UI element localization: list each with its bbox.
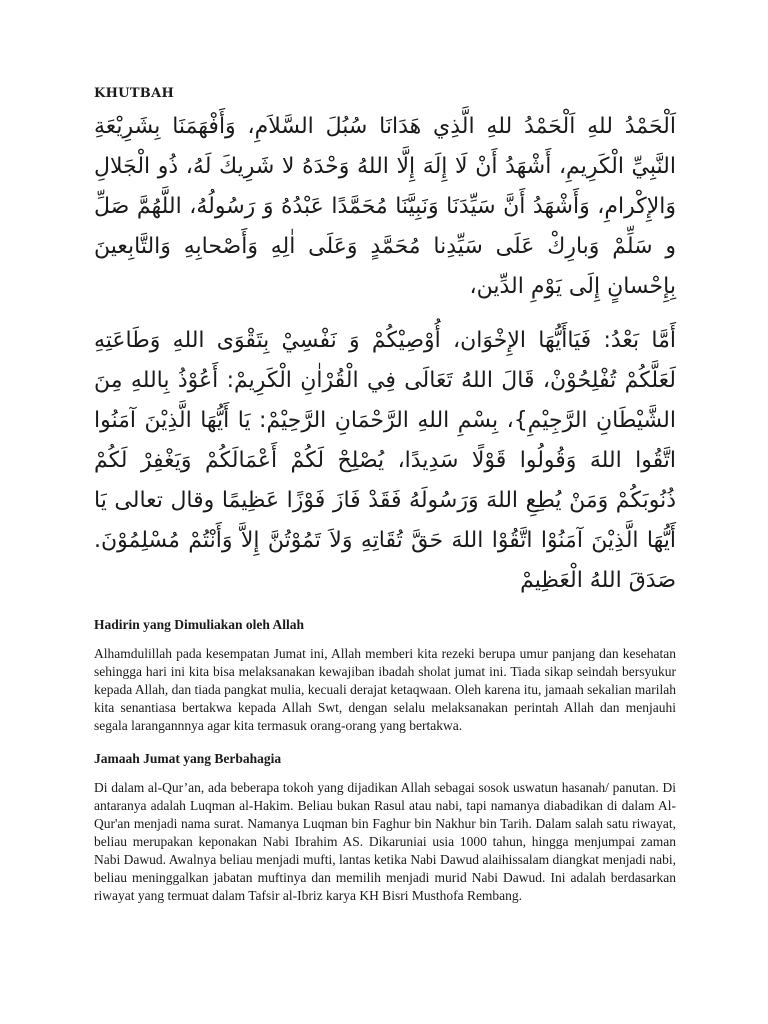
arabic-paragraph-verses: أَمَّا بَعْدُ: فَيَاأَيُّهَا الإِخْوَان، أُوْصِيْكُمْ وَ نَفْسِيْ بِتَقْوَى اللهِ وَطَاعَتِهِ لَعَلَّكُمْ تُفْلِحُوْنْ، قَالَ اللهُ تَعَالَى فِي الْقُرْاٰنِ الْكَرِيمْ: أَعُوْذُ بِاللهِ مِنَ الشَّيْطَانِ الرَّجِيْمِ}، بِسْمِ اللهِ الرَّحْمَانِ الرَّحِيْمْ: يَا أَيُّهَا الَّذِيْنَ آمَنُوا اتَّقُوا اللهَ وَقُولُوا قَوْلًا سَدِيدًا، يُصْلِحْ لَكُمْ أَعْمَالَكُمْ وَيَغْفِرْ لَكُمْ ذُنُوبَكُمْ وَمَنْ يُطِعِ اللهَ وَرَسُولَهُ فَقَدْ فَازَ فَوْزًا عَظِيمًا وقال تعالى يَا أَيُّهَا الَّذِيْنَ آمَنُوْا اتَّقُوْا اللهَ حَقَّ تُقَاتِهِ وَلاَ تَمُوْتُنَّ إِلاَّ وَأَنْتُمْ مُسْلِمُوْنَ. صَدَقَ اللهُ الْعَظِيمْ — [94, 328, 676, 593]
document-page — [94, 86, 676, 905]
document-title: KHUTBAH — [94, 86, 175, 101]
arabic-paragraph-opening: اَلْحَمْدُ للهِ اَلْحَمْدُ للهِ الَّذِي هَدَانَا سُبُلَ السَّلاَمِ، وَأَفْهَمَنَا بِشَرِيْعَةِ النَّبِيِّ الْكَرِيمِ، أَشْهَدُ أَنْ لَا إِلَهَ إِلَّا اللهُ وَحْدَهُ لا شَرِيكَ لَهُ، ذُو الْجَلالِ وَالإِكْرامِ، وَأَشْهَدُ أَنَّ سَيِّدَنَا وَنَبِيَّنَا مُحَمَّدًا عَبْدُهُ وَ رَسُولُهُ، اللَّهُمَّ صَلِّ و سَلِّمْ وَبارِكْ عَلَى سَيِّدِنا مُحَمَّدٍ وَعَلَى اٰلِهِ وَأَصْحابِهِ وَالتَّابِعينَ بِإِحْسانٍ إِلَى يَوْمِ الدِّين، — [94, 114, 676, 299]
body-paragraph-2: Di dalam al-Qur’an, ada beberapa tokoh yang dijadikan Allah sebagai sosok uswatun hasanah/ panutan. Di antaranya adalah Luqman al-Hakim. Beliau bukan Rasul atau nabi, tapi namanya diabadikan di dalam Al-Qur'an menjadi nama surat. Namanya Luqman bin Faghur bin Nakhur bin Tarih. Dalam salah satu riwayat, beliau merupakan keponakan Nabi Ibrahim AS. Dikaruniai usia 1000 tahun, hingga menjumpai zaman Nabi Dawud. Awalnya beliau menjadi mufti, lantas ketika Nabi Dawud alaihissalam diangkat menjadi nabi, beliau meninggalkan jabatan muftinya dan memilih menjadi murid Nabi Dawud. Ini adalah berdasarkan riwayat yang termuat dalam Tafsir al-Ibriz karya KH Bisri Musthofa Rembang. — [94, 780, 676, 903]
arabic-verses-block — [94, 321, 676, 601]
arabic-opening-block — [94, 107, 676, 307]
section-heading-hadirin: Hadirin yang Dimuliakan oleh Allah — [94, 617, 305, 632]
body-paragraph-1: Alhamdulillah pada kesempatan Jumat ini, Allah memberi kita rezeki berupa umur panjang dan kesehatan sehingga hari ini kita bisa melaksanakan kewajiban ibadah sholat jumat ini. Tiada sikap seindah bersyukur kepada Allah, dan tiada pangkat mulia, kecuali derajat ketaqwaan. Oleh karena itu, jamaah sekalian marilah kita senantiasa bertakwa kepada Allah Swt, dengan selalu melaksanakan perintah Allah dan menjauhi segala larangannnya agar kita termasuk orang-orang yang bertakwa. — [94, 646, 676, 733]
section-heading-jamaah: Jamaah Jumat yang Berbahagia — [94, 751, 282, 766]
